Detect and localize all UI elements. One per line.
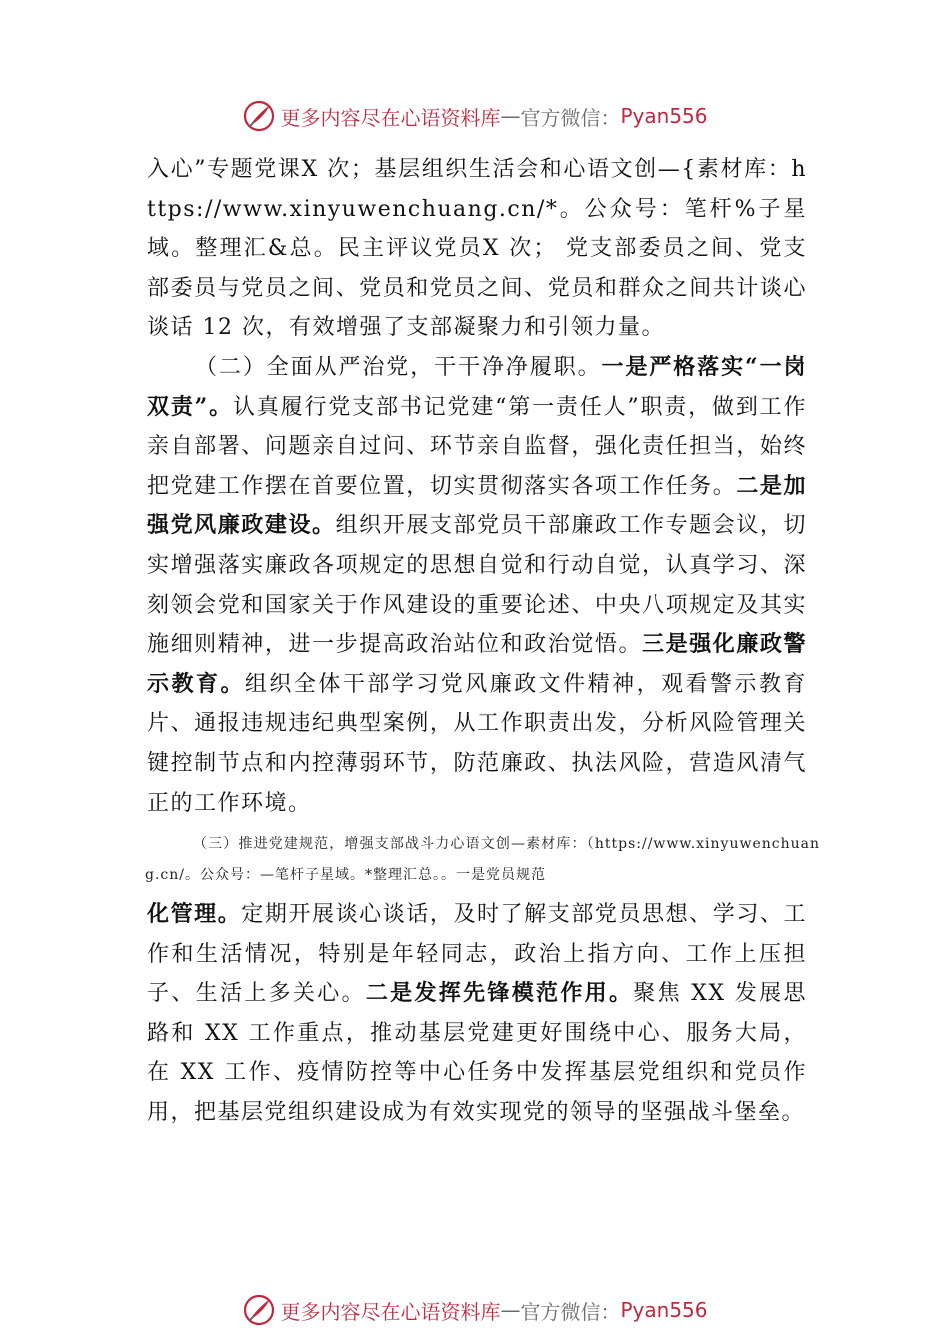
section-3-point-1-text: 定期开展谈心谈话，及时了解支部党员思想、学习、工作和生活情况，特别是年轻同志，政治上指方向、工作上压担子、生活上多关心。 (147, 902, 807, 1007)
section-2-point-1-title: 一是严格落实“一岗双责”。 (147, 353, 807, 420)
banner-wechat-id: Pyan556 (620, 1298, 708, 1322)
banner-text: 更多内容尽在心语资料库 (280, 105, 501, 130)
section-2-point-1-text: 认真履行党支部书记党建“第一责任人”职责，做到工作亲自部署、问题亲自过问、环节亲自监督，强化责任担当，始终把党建工作摆在首要位置，切实贯彻落实各项工作任务。 (147, 394, 808, 499)
banner-dash: — (500, 1298, 521, 1322)
banner-text: 更多内容尽在心语资料库 (280, 1299, 501, 1324)
banner-wechat-id: Pyan556 (620, 104, 708, 128)
section-2-point-3-text: 组织全体干部学习党风廉政文件精神，观看警示教育片、通报违规违纪典型案例，从工作职责出发，分析风险管理关键控制节点和内控薄弱环节，防范廉政、执法风险，营造风清气正的工作环境。 (147, 671, 807, 816)
banner-wechat-label: 官方微信： (520, 105, 621, 130)
paragraph-section-3 (147, 895, 807, 1133)
section-3-point-2-title: 二是发挥先锋模范作用。 (365, 980, 634, 1007)
quill-logo-icon (242, 1293, 276, 1327)
section-2-point-2-title: 二是加强党风廉政建设。 (147, 472, 807, 539)
section-3-small-text: （三）推进党建规范，增强支部战斗力心语文创—素材库：（https://www.xinyuwenchuang.cn/。公众号：—笔杆子星域。*整理汇总。。一是党员规范 (145, 836, 820, 884)
section-2-point-2-text: 组织开展支部党员干部廉政工作专题会议，切实增强落实廉政各项规定的思想自觉和行动自觉，认真学习、深刻领会党和国家关于作风建设的重要论述、中央八项规定及其实施细则精神，进一步提高政治站位和政治觉悟。 (147, 513, 807, 658)
section-3-point-2-text: 聚焦 XX 发展思路和 XX 工作重点，推动基层党建更好围绕中心、服务大局，在 XX 工作、疫情防控等中心任务中发挥基层党组织和党员作用，把基层党组织建设成为有效实现党的领导的坚强战斗堡垒。 (147, 981, 807, 1126)
banner-dash: — (500, 104, 521, 128)
header-banner (0, 96, 950, 136)
footer-banner (0, 1290, 950, 1330)
section-2-point-3-title: 三是强化廉政警示教育。 (147, 631, 807, 697)
paragraph-1: 入心”专题党课X 次；基层组织生活会和心语文创—{素材库：https://www.xinyuwenchuang.cn/*。公众号：笔杆%子星域。整理汇&总。民主评议党员X 次； 党支部委员之间、党支部委员与党员之间、党员和党员之间、党员和群众之间共计谈心谈话 12 次，有效增强了支部凝聚力和引领力量。 (147, 157, 807, 341)
section-2-heading: （二）全面从严治党，干干净净履职。 (195, 354, 602, 380)
quill-logo-icon (242, 99, 276, 133)
section-3-heading-block (145, 829, 820, 891)
document-body (145, 150, 820, 1133)
paragraph-section-2 (147, 348, 807, 823)
banner-wechat-label: 官方微信： (520, 1299, 621, 1324)
section-3-point-1-title: 化管理。 (147, 901, 242, 928)
